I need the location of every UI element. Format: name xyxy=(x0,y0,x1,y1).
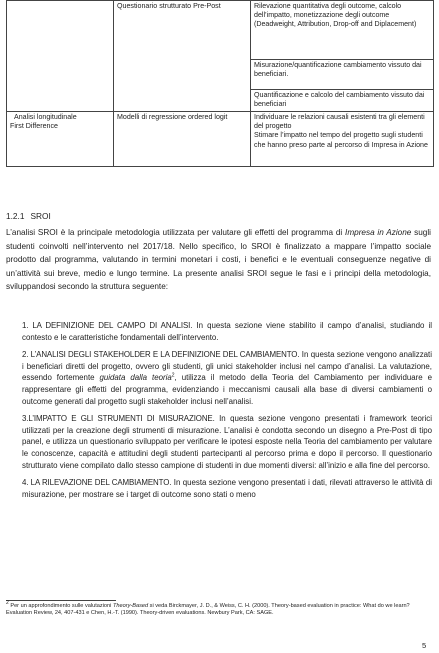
intro-paragraph xyxy=(6,226,431,294)
table-cell-objective xyxy=(251,1,434,60)
list-item xyxy=(22,320,432,343)
intro-emphasis: Impresa in Azione xyxy=(345,228,412,237)
tool-label: Questionario strutturato Pre-Post xyxy=(117,2,221,10)
item-heading: 2. L’ANALISI DEGLI STAKEHOLDER E LA DEFINIZIONE DEL CAMBIAMENTO. xyxy=(22,350,300,360)
list-item xyxy=(22,349,432,407)
table-cell-tool xyxy=(114,1,251,112)
footnote-number: 2 xyxy=(6,600,9,607)
structure-list xyxy=(22,320,432,506)
section-title: SROI xyxy=(30,211,51,221)
model-label: Modelli di regressione ordered logit xyxy=(117,113,228,121)
section-heading xyxy=(6,211,57,221)
section-number: 1.2.1 xyxy=(6,211,25,221)
footnote-text: si veda Birckmayer, J. D., & Weiss, C. H. (2000). Theory-based evaluation in practice: What do we learn? Evaluation Review, 24, 407-431 e Chen, H.-T. (1990). Theory-driven evaluations. Newbury Park, CA: SAGE. xyxy=(6,603,410,617)
intro-text: L’analisi SROI è la principale metodologia utilizzata per valutare gli effetti del programma di xyxy=(6,228,346,237)
objective-text: Misurazione/quantificazione cambiamento vissuto dai beneficiari. xyxy=(254,61,422,79)
footnote xyxy=(6,600,416,617)
list-item xyxy=(22,413,432,471)
item-heading: 3.L’IMPATTO E GLI STRUMENTI DI MISURAZIONE. xyxy=(22,414,215,424)
item-heading: 4. LA RILEVAZIONE DEL CAMBIAMENTO. xyxy=(22,478,172,488)
table-cell-model xyxy=(114,112,251,167)
item-text: , utilizza il metodo della Teoria del Cambiamento per individuare e rappresentare gli effetti del programma, evidenziando i meccanismi causali alla base di diversi cambiamenti o outcome generati dal progetto sugli stakeholder inclusi nell’analisi. xyxy=(22,373,433,406)
analysis-label-2: First Difference xyxy=(10,122,58,131)
item-emphasis: guidata dalla teoria xyxy=(99,373,172,383)
item-text: In questa sezione vengono analizzati i beneficiari diretti del progetto, ovvero gli studenti, gli unici stakeholder inclusi nel campo d’analisi. La valutazione, essendo fortemente xyxy=(22,350,432,383)
table-cell-analysis xyxy=(7,112,114,167)
objective-text: Individuare le relazioni causali esistenti tra gli elementi del progetto xyxy=(254,113,425,131)
methods-table xyxy=(6,0,434,167)
footnote-divider xyxy=(6,600,116,601)
footnote-ref[interactable]: 2 xyxy=(171,372,175,379)
footnote-emphasis: Theory-Based xyxy=(112,603,149,609)
footnote-text: Per un approfondimento sulle valutazioni xyxy=(8,603,113,609)
objective-text: Rilevazione quantitativa degli outcome, calcolo dell’impatto, monetizzazione degli outcome (Deadweight, Attribution, Drop-off and Diplacement) xyxy=(254,2,417,29)
table-row xyxy=(7,112,434,167)
table-cell-objective xyxy=(251,90,434,112)
page-number: 5 xyxy=(422,641,427,650)
item-text: In questa sezione viene stabilito il campo d’analisi, studiando il contesto e le caratteristiche fondamentali dell’intervento. xyxy=(22,321,432,342)
table-cell-objective xyxy=(251,60,434,90)
objective-text: Stimare l’impatto nel tempo del progetto sugli studenti che hanno preso parte al percorso di Impresa in Azione xyxy=(254,131,428,149)
table-cell-objective xyxy=(251,112,434,167)
item-heading: 1. LA DEFINIZIONE DEL CAMPO DI ANALISI. xyxy=(22,321,193,330)
table-row xyxy=(7,1,434,60)
table-cell-empty xyxy=(7,1,114,112)
objective-text: Quantificazione e calcolo del cambiamento vissuto dai beneficiari xyxy=(254,91,425,109)
intro-text: sugli studenti coinvolti nell’intervento nel 2017/18. Nello specifico, lo SROI è finalizzato a mappare l’impatto sociale prodotto dal programma, valutando in termini monetari i costi, i benefici e le eventuali conseguenze negative di un’attività sui breve, medio e lungo termine. La presente analisi SROI segue le fasi e i principi della metodologia, sviluppandosi secondo la struttura seguente: xyxy=(6,228,431,292)
analysis-label-1: Analisi longitudinale xyxy=(14,113,77,121)
item-text: In questa sezione vengono presentati i dati, rilevati attraverso le attività di misurazione, per mostrare se i target di outcome sono stati o meno xyxy=(22,478,432,499)
list-item xyxy=(22,477,432,500)
item-text: In questa sezione vengono presentati i framework teorici utilizzati per la creazione degli strumenti di misurazione. L’analisi è condotta secondo un disegno a Pre-Post di tipo panel, e utilizza un questionario sviluppato per verificare le ipotesi esposte nella Teoria del cambiamento per valutare le conoscenze, capacità e attitudini degli studenti partecipanti al percorso prima e dopo il percorso. Il questionario strutturato viene compilato dallo stesso campione di studenti in due momenti diversi: all’inizio e alla fine del percorso. xyxy=(22,414,432,470)
